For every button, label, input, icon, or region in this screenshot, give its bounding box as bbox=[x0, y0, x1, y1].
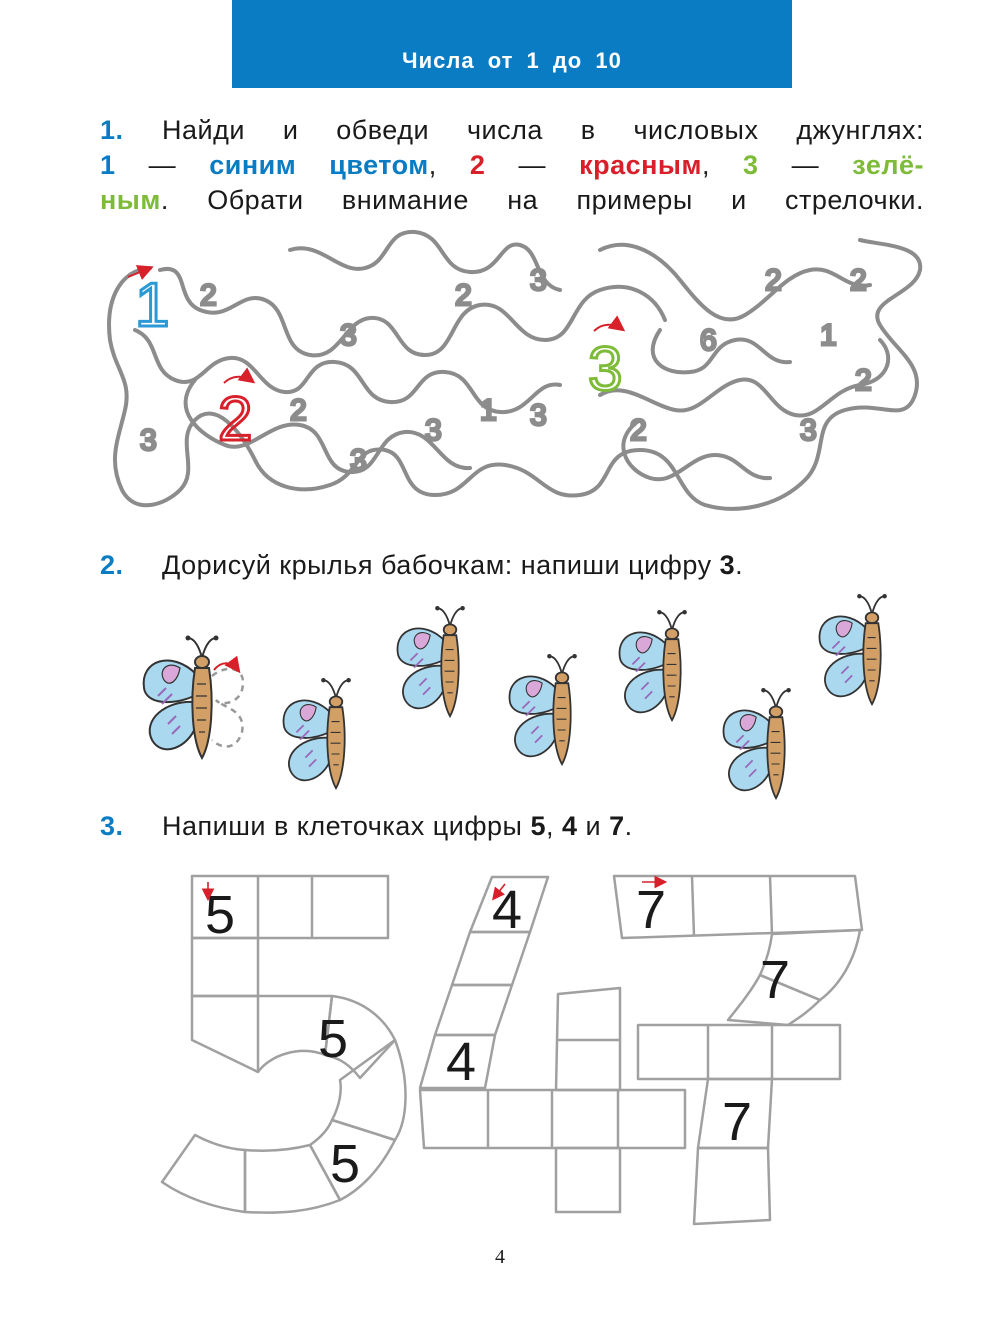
sample-digit-7: 7 bbox=[760, 950, 791, 1010]
task-1-num-2: 2 bbox=[469, 150, 486, 180]
comma: , bbox=[701, 150, 744, 180]
hidden-digit: 3 bbox=[800, 414, 817, 447]
hidden-digit: 6 bbox=[700, 324, 717, 357]
dash: — bbox=[758, 150, 853, 180]
hidden-digit: 3 bbox=[530, 264, 547, 297]
task-2-number: 2. bbox=[100, 550, 124, 580]
grid-cell[interactable] bbox=[192, 938, 258, 996]
sample-digit-5: 5 bbox=[318, 1009, 349, 1069]
period: . bbox=[735, 550, 744, 580]
hidden-digit: 2 bbox=[850, 264, 867, 297]
hidden-digit: 2 bbox=[455, 279, 472, 312]
sample-digit-4: 4 bbox=[492, 880, 523, 940]
task-1-num-3: 3 bbox=[743, 150, 759, 180]
task-1-color-green-part-2: ным bbox=[100, 185, 161, 215]
task-3-number: 3. bbox=[100, 811, 124, 841]
dash: — bbox=[115, 150, 210, 180]
grid-cell[interactable] bbox=[162, 1135, 245, 1212]
hidden-digit: 2 bbox=[765, 264, 782, 297]
sample-digit-5: 5 bbox=[205, 885, 236, 945]
task-3-digit-5: 5 bbox=[530, 811, 546, 841]
hidden-digit: 3 bbox=[350, 444, 367, 477]
hidden-digit: 1 bbox=[820, 319, 837, 352]
grid-cell[interactable] bbox=[245, 1145, 340, 1213]
digit-5-grid bbox=[162, 876, 406, 1213]
hidden-digit: 3 bbox=[425, 414, 442, 447]
grid-cell[interactable] bbox=[556, 1148, 620, 1212]
task-3-digit-7: 7 bbox=[609, 811, 625, 841]
task-1-color-blue: синим цветом bbox=[209, 150, 429, 180]
task-3-digit-4: 4 bbox=[562, 811, 578, 841]
grid-cell[interactable] bbox=[694, 1148, 770, 1224]
comma: , bbox=[546, 811, 563, 841]
hidden-digit: 1 bbox=[480, 394, 497, 427]
hidden-digit: 3 bbox=[340, 319, 357, 352]
hidden-digit: 2 bbox=[200, 279, 217, 312]
task-1-text-a: Найди и обведи числа в числовых джунглях: bbox=[162, 115, 924, 145]
task-1-num-1: 1 bbox=[100, 150, 116, 180]
page-number: 4 bbox=[495, 1246, 505, 1268]
period: . bbox=[624, 811, 633, 841]
sample-digit-5: 5 bbox=[330, 1134, 361, 1194]
hidden-digit: 2 bbox=[855, 364, 872, 397]
task-1-number: 1. bbox=[100, 115, 124, 145]
grid-cell[interactable] bbox=[638, 1025, 840, 1079]
sample-digit-3: 3 bbox=[588, 335, 623, 404]
grid-cell[interactable] bbox=[192, 996, 332, 1072]
grid-cell[interactable] bbox=[435, 985, 512, 1035]
page-title: Числа от 1 до 10 bbox=[402, 48, 622, 73]
hidden-digit: 3 bbox=[530, 399, 547, 432]
task-1-text-b: . Обрати внимание на примеры и стрелочки. bbox=[160, 185, 924, 215]
task-2-text: Дорисуй крылья бабочкам: напиши цифру bbox=[162, 550, 720, 580]
dash: — bbox=[485, 150, 580, 180]
task-3-text: Напиши в клеточках цифры bbox=[162, 811, 531, 841]
sample-digit-2: 2 bbox=[218, 385, 253, 454]
task-1-color-green-part-1: зелё- bbox=[852, 150, 924, 180]
comma: , bbox=[428, 150, 470, 180]
hidden-digit: 2 bbox=[290, 394, 307, 427]
task-1-color-red: красным bbox=[579, 150, 702, 180]
sample-digit-7: 7 bbox=[722, 1092, 753, 1152]
conjunction: и bbox=[577, 811, 610, 841]
sample-digit-1: 1 bbox=[135, 271, 170, 340]
hidden-digit: 2 bbox=[630, 414, 647, 447]
sample-digit-4: 4 bbox=[446, 1032, 477, 1092]
hidden-digit: 3 bbox=[140, 424, 157, 457]
sample-digit-7: 7 bbox=[636, 880, 667, 940]
task-2-digit: 3 bbox=[719, 550, 736, 580]
